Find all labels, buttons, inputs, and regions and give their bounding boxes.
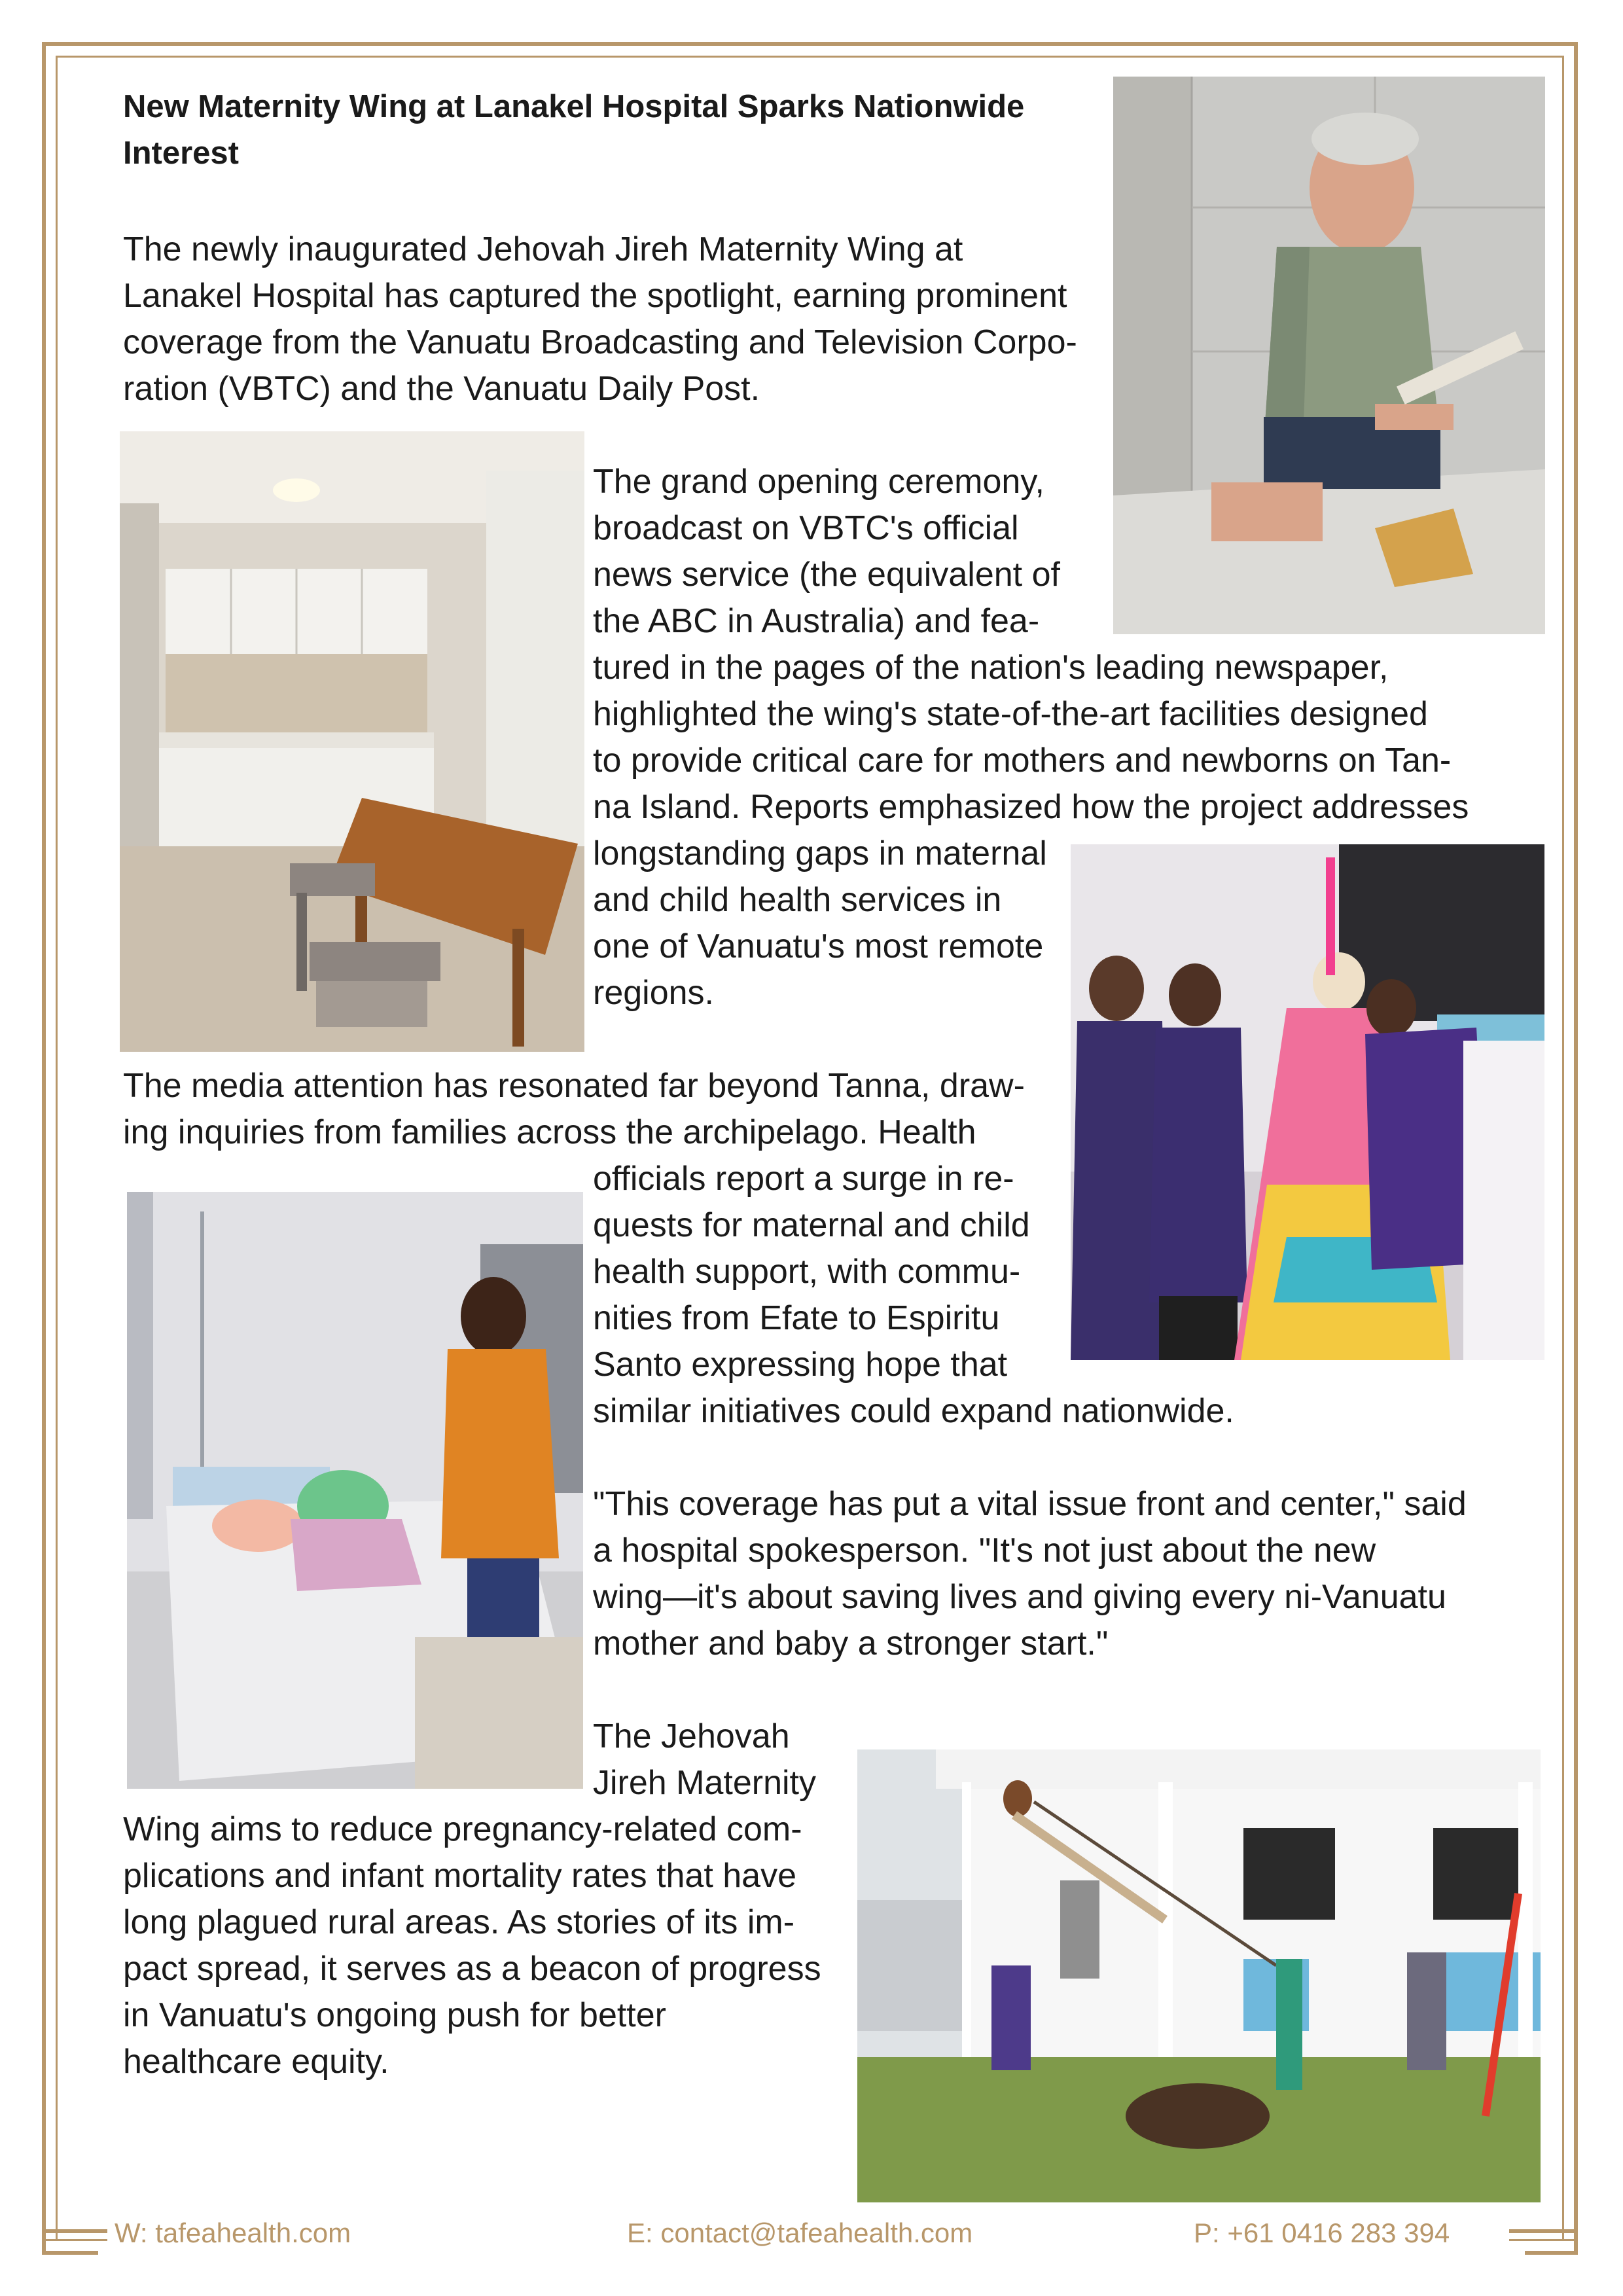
- article-title: New Maternity Wing at Lanakel Hospital Sparks Nationwide Interest: [123, 89, 1025, 171]
- body-line-3: coverage from the Vanuatu Broadcasting and Television Corpo-: [123, 323, 1077, 361]
- body-line-30: Jireh Maternity: [593, 1764, 816, 1802]
- body-line-24: similar initiatives could expand nationwide.: [593, 1392, 1234, 1430]
- body-line-6: broadcast on VBTC's official: [593, 509, 1019, 547]
- body-line-36: healthcare equity.: [123, 2043, 389, 2081]
- photo-building-construction: [857, 1749, 1541, 2202]
- body-line-31: Wing aims to reduce pregnancy-related com-: [123, 1810, 802, 1848]
- body-line-28: mother and baby a stronger start.": [593, 1624, 1109, 1662]
- body-line-14: and child health services in: [593, 881, 1002, 919]
- body-line-16: regions.: [593, 974, 714, 1012]
- body-line-17: The media attention has resonated far beyond Tanna, draw-: [123, 1067, 1025, 1105]
- photo-man-sealing-shower: [1113, 77, 1545, 634]
- body-line-34: pact spread, it serves as a beacon of progress: [123, 1950, 821, 1988]
- body-line-23: Santo expressing hope that: [593, 1346, 1008, 1384]
- body-line-8: the ABC in Australia) and fea-: [593, 602, 1040, 640]
- footer-rule-left-thin: [42, 2239, 107, 2241]
- body-line-13: longstanding gaps in maternal: [593, 834, 1047, 872]
- body-line-7: news service (the equivalent of: [593, 556, 1060, 594]
- photo-opening-ceremony: [1071, 844, 1544, 1360]
- photo-patient-bedside: [127, 1192, 583, 1789]
- body-line-5: The grand opening ceremony,: [593, 463, 1044, 501]
- body-line-25: "This coverage has put a vital issue front and center," said: [593, 1485, 1467, 1523]
- body-line-2: Lanakel Hospital has captured the spotlight, earning prominent: [123, 277, 1067, 315]
- footer-rule-left: [42, 2229, 107, 2233]
- body-line-10: highlighted the wing's state-of-the-art facilities designed: [593, 695, 1428, 733]
- body-line-4: ration (VBTC) and the Vanuatu Daily Post.: [123, 370, 760, 408]
- body-line-21: health support, with commu-: [593, 1253, 1021, 1291]
- body-line-15: one of Vanuatu's most remote: [593, 927, 1044, 965]
- body-line-1: The newly inaugurated Jehovah Jireh Maternity Wing at: [123, 230, 963, 268]
- body-line-11: to provide critical care for mothers and newborns on Tan-: [593, 742, 1452, 780]
- photo-staff-kitchen: [120, 431, 584, 1052]
- body-line-32: plications and infant mortality rates that have: [123, 1857, 797, 1895]
- footer-email-link[interactable]: E: contact@tafeahealth.com: [627, 2217, 973, 2248]
- body-line-29: The Jehovah: [593, 1717, 790, 1755]
- body-line-33: long plagued rural areas. As stories of its im-: [123, 1903, 795, 1941]
- footer-phone-link[interactable]: P: +61 0416 283 394: [1194, 2217, 1450, 2248]
- body-line-27: wing—it's about saving lives and giving every ni-Vanuatu: [593, 1578, 1446, 1616]
- body-line-18: ing inquiries from families across the archipelago. Health: [123, 1113, 976, 1151]
- body-line-20: quests for maternal and child: [593, 1206, 1030, 1244]
- footer-rule-right-thin: [1509, 2239, 1578, 2241]
- body-line-22: nities from Efate to Espiritu: [593, 1299, 1000, 1337]
- body-line-35: in Vanuatu's ongoing push for better: [123, 1996, 666, 2034]
- body-line-9: tured in the pages of the nation's leading newspaper,: [593, 649, 1389, 687]
- body-line-26: a hospital spokesperson. "It's not just about the new: [593, 1532, 1376, 1570]
- body-line-19: officials report a surge in re-: [593, 1160, 1014, 1198]
- footer-rule-right: [1509, 2229, 1578, 2233]
- footer-website-link[interactable]: W: tafeahealth.com: [115, 2217, 351, 2248]
- body-line-12: na Island. Reports emphasized how the project addresses: [593, 788, 1469, 826]
